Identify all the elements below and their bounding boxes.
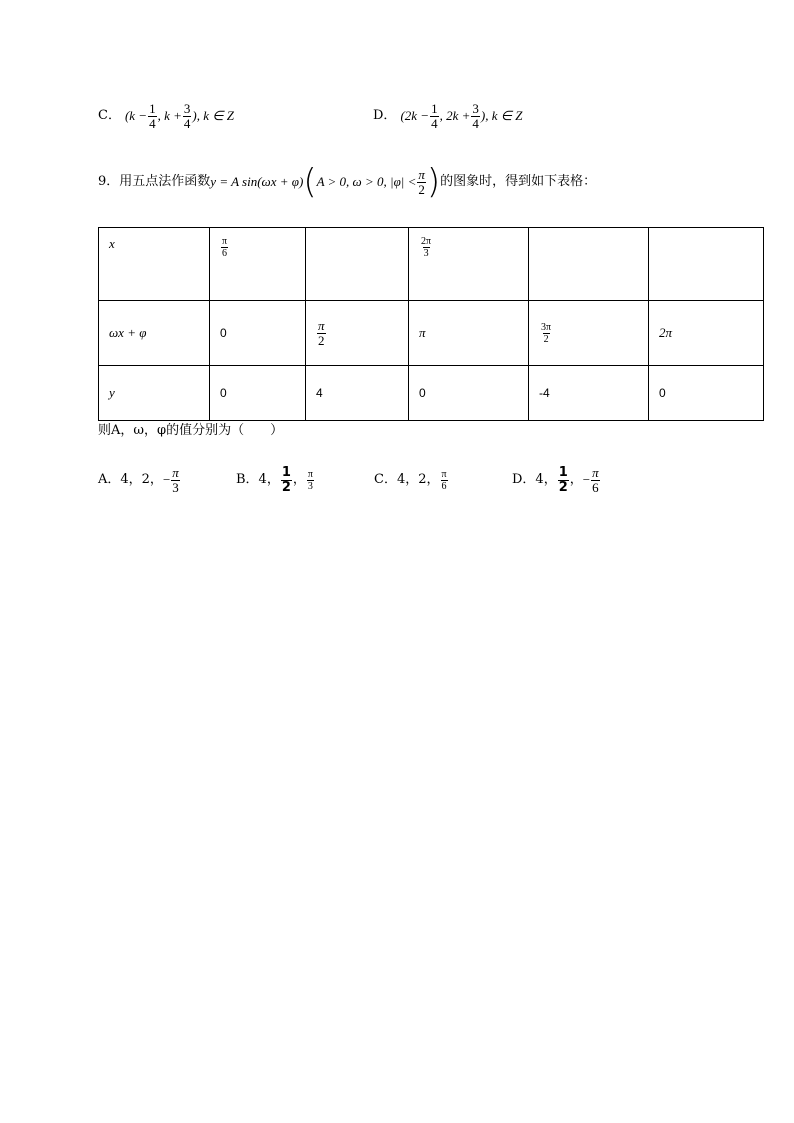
q8-option-d[interactable] xyxy=(373,98,523,134)
row-header-phase: ωx + φ xyxy=(99,301,210,366)
q9-option-d[interactable] xyxy=(512,462,601,498)
separator: ， xyxy=(569,472,583,487)
q9-option-a[interactable] xyxy=(98,462,181,498)
q9-question: 则A，ω，φ的值分别为（ ） xyxy=(98,423,284,438)
fraction: $\frac{1}{2}$ xyxy=(281,464,291,495)
table-cell xyxy=(210,228,306,301)
table-cell: 4 xyxy=(306,366,409,421)
expr-part: , k + xyxy=(157,108,182,123)
table-cell: π xyxy=(409,301,529,366)
expr-part: , 2k + xyxy=(439,108,471,123)
table-cell xyxy=(306,301,409,366)
fraction: $\frac{3}{4}$ xyxy=(183,100,191,131)
fraction: $\frac{1}{4}$ xyxy=(431,100,438,131)
fraction: $\frac{3\pi}{2}$ xyxy=(541,321,552,345)
table-cell: 2π xyxy=(649,301,764,366)
fraction: $\frac{\pi}{6}$ xyxy=(592,464,599,495)
option-letter: D． xyxy=(373,108,397,123)
table-cell: 0 xyxy=(409,366,529,421)
row-header-y: y xyxy=(99,366,210,421)
fraction: $\frac{\pi}{3}$ xyxy=(172,464,179,495)
question-number: 9． xyxy=(98,174,120,189)
fraction: $\frac{\pi}{6}$ xyxy=(441,468,447,492)
condition: A > 0, ω > 0, |φ| < xyxy=(316,174,417,189)
formula: y = A sin(ωx + φ) xyxy=(210,174,304,189)
expr-part: ), k ∈ Z xyxy=(192,108,235,123)
fraction: $\frac{\pi}{2}$ xyxy=(318,317,325,348)
separator: ， xyxy=(292,472,306,487)
table-cell-empty xyxy=(306,228,409,301)
fraction: $\frac{\pi}{2}$ xyxy=(418,166,425,197)
expr-part: ), k ∈ Z xyxy=(480,108,523,123)
table-cell: 0 xyxy=(210,366,306,421)
table-cell-empty xyxy=(529,228,649,301)
table-cell: 0 xyxy=(649,366,764,421)
left-paren: ( xyxy=(303,162,317,202)
table-row-x xyxy=(99,228,764,301)
table-cell xyxy=(409,228,529,301)
fraction: $\frac{1}{2}$ xyxy=(558,464,568,495)
table-row-phase xyxy=(99,301,764,366)
option-letter: C． xyxy=(98,108,121,123)
fraction: $\frac{\pi}{6}$ xyxy=(222,236,228,259)
option-prefix: C．4，2， xyxy=(374,472,440,487)
right-paren: ) xyxy=(426,162,441,202)
expr-part: (k − xyxy=(124,108,148,123)
expr-part: (2k − xyxy=(400,108,430,123)
q9-stem xyxy=(98,162,596,202)
option-prefix: A．4，2， xyxy=(98,472,163,487)
option-prefix: B．4， xyxy=(236,472,280,487)
fraction: $\frac{\pi}{3}$ xyxy=(307,468,313,492)
minus-sign: − xyxy=(582,472,591,487)
table-cell-empty xyxy=(649,228,764,301)
fraction: $\frac{2\pi}{3}$ xyxy=(421,236,432,259)
q8-option-c[interactable] xyxy=(98,98,234,134)
stem-text: 的图象时，得到如下表格： xyxy=(440,174,597,189)
table-cell xyxy=(529,301,649,366)
fraction: $\frac{1}{4}$ xyxy=(149,100,156,131)
option-prefix: D．4， xyxy=(512,472,557,487)
table-cell: 0 xyxy=(210,301,306,366)
table-row-y xyxy=(99,366,764,421)
stem-text: 用五点法作函数 xyxy=(119,174,211,189)
q9-option-c[interactable] xyxy=(374,462,449,498)
minus-sign: − xyxy=(162,472,171,487)
row-header-x: x xyxy=(99,228,210,301)
fraction: $\frac{3}{4}$ xyxy=(472,100,479,131)
five-point-table xyxy=(98,227,764,421)
q9-option-b[interactable] xyxy=(236,462,315,498)
table-cell: -4 xyxy=(529,366,649,421)
